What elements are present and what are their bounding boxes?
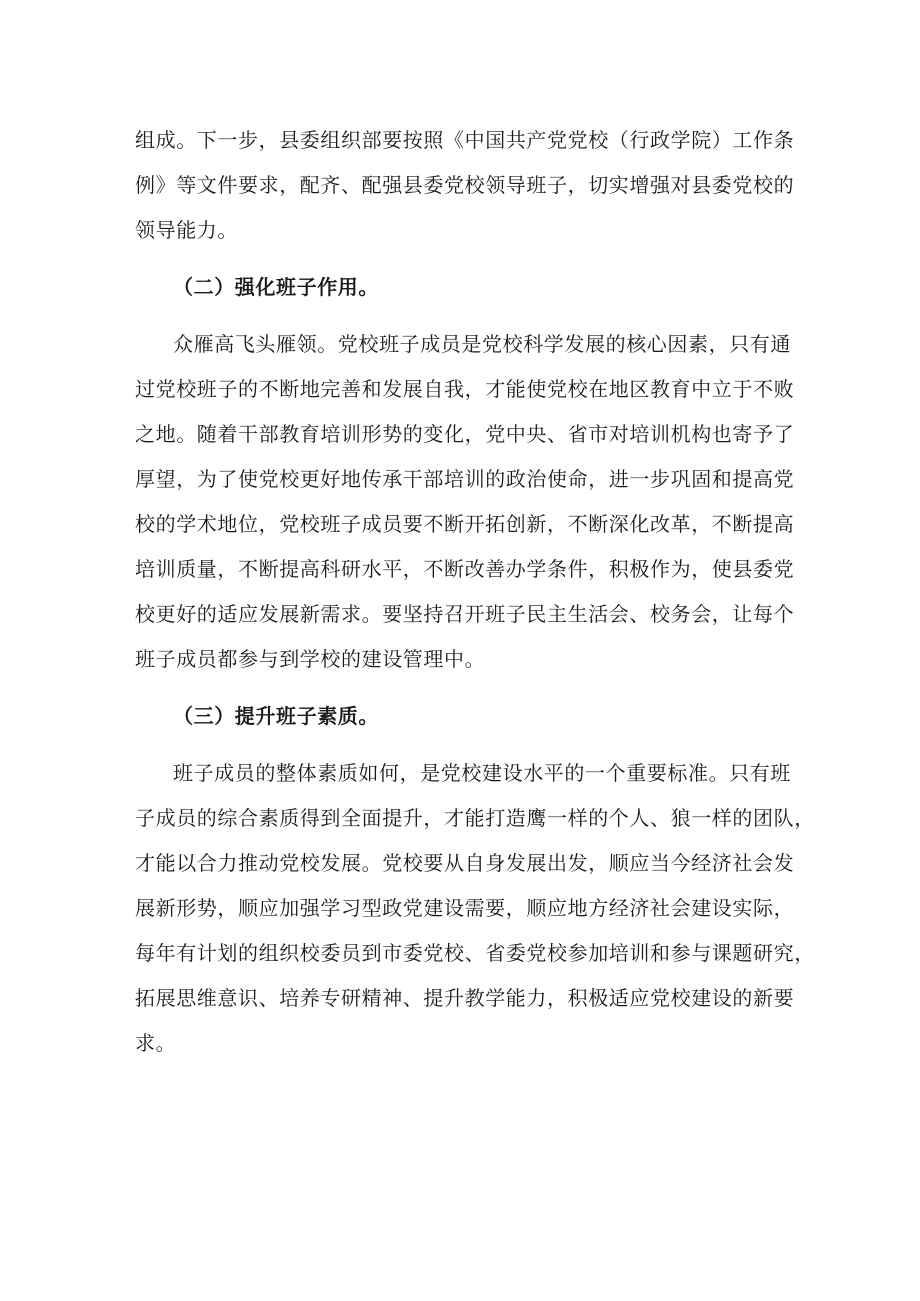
text-line: 子成员的综合素质得到全面提升，才能打造鹰一样的个人、狼一样的团队， xyxy=(135,806,815,830)
spacer xyxy=(135,310,787,322)
text-line: 展新形势，顺应加强学习型政党建设需要，顺应地方经济社会建设实际， xyxy=(135,896,795,920)
section-heading-2: （二）强化班子作用。 xyxy=(173,275,379,299)
section-heading-3: （三）提升班子素质。 xyxy=(173,704,379,728)
text-line: 厚望，为了使党校更好地传承干部培训的政治使命，进一步巩固和提高党 xyxy=(135,467,795,491)
text-line: 校更好的适应发展新需求。要坚持召开班子民主生活会、校务会，让每个 xyxy=(135,602,795,626)
text-line: 校的学术地位，党校班子成员要不断开拓创新，不断深化改革，不断提高 xyxy=(135,512,795,536)
text-line: 求。 xyxy=(135,1031,177,1055)
text-line: 培训质量，不断提高科研水平，不断改善办学条件，积极作为，使县委党 xyxy=(135,557,795,581)
spacer xyxy=(135,682,787,694)
paragraph-strengthen-team-role xyxy=(135,322,795,682)
paragraph-continuation xyxy=(135,118,795,253)
text-line: 拓展思维意识、培养专研精神、提升教学能力，积极适应党校建设的新要 xyxy=(135,986,795,1010)
text-line: 每年有计划的组织校委员到市委党校、省委党校参加培训和参与课题研究， xyxy=(135,941,815,965)
text-line: 例》等文件要求，配齐、配强县委党校领导班子，切实增强对县委党校的 xyxy=(135,173,795,197)
text-line: 过党校班子的不断地完善和发展自我，才能使党校在地区教育中立于不败 xyxy=(135,377,795,401)
paragraph-improve-team-quality xyxy=(135,751,815,1066)
spacer xyxy=(135,253,787,265)
spacer xyxy=(135,739,787,751)
text-line: 众雁高飞头雁领。党校班子成员是党校科学发展的核心因素，只有通 xyxy=(173,332,791,356)
text-line: 组成。下一步，县委组织部要按照《中国共产党党校（行政学院）工作条 xyxy=(135,128,795,152)
text-line: 才能以合力推动党校发展。党校要从自身发展出发，顺应当今经济社会发 xyxy=(135,851,795,875)
document-body xyxy=(135,118,815,1066)
text-line: 班子成员的整体素质如何，是党校建设水平的一个重要标准。只有班 xyxy=(173,761,791,785)
text-line: 之地。随着干部教育培训形势的变化，党中央、省市对培训机构也寄予了 xyxy=(135,422,795,446)
text-line: 班子成员都参与到学校的建设管理中。 xyxy=(135,647,486,671)
text-line: 领导能力。 xyxy=(135,218,238,242)
